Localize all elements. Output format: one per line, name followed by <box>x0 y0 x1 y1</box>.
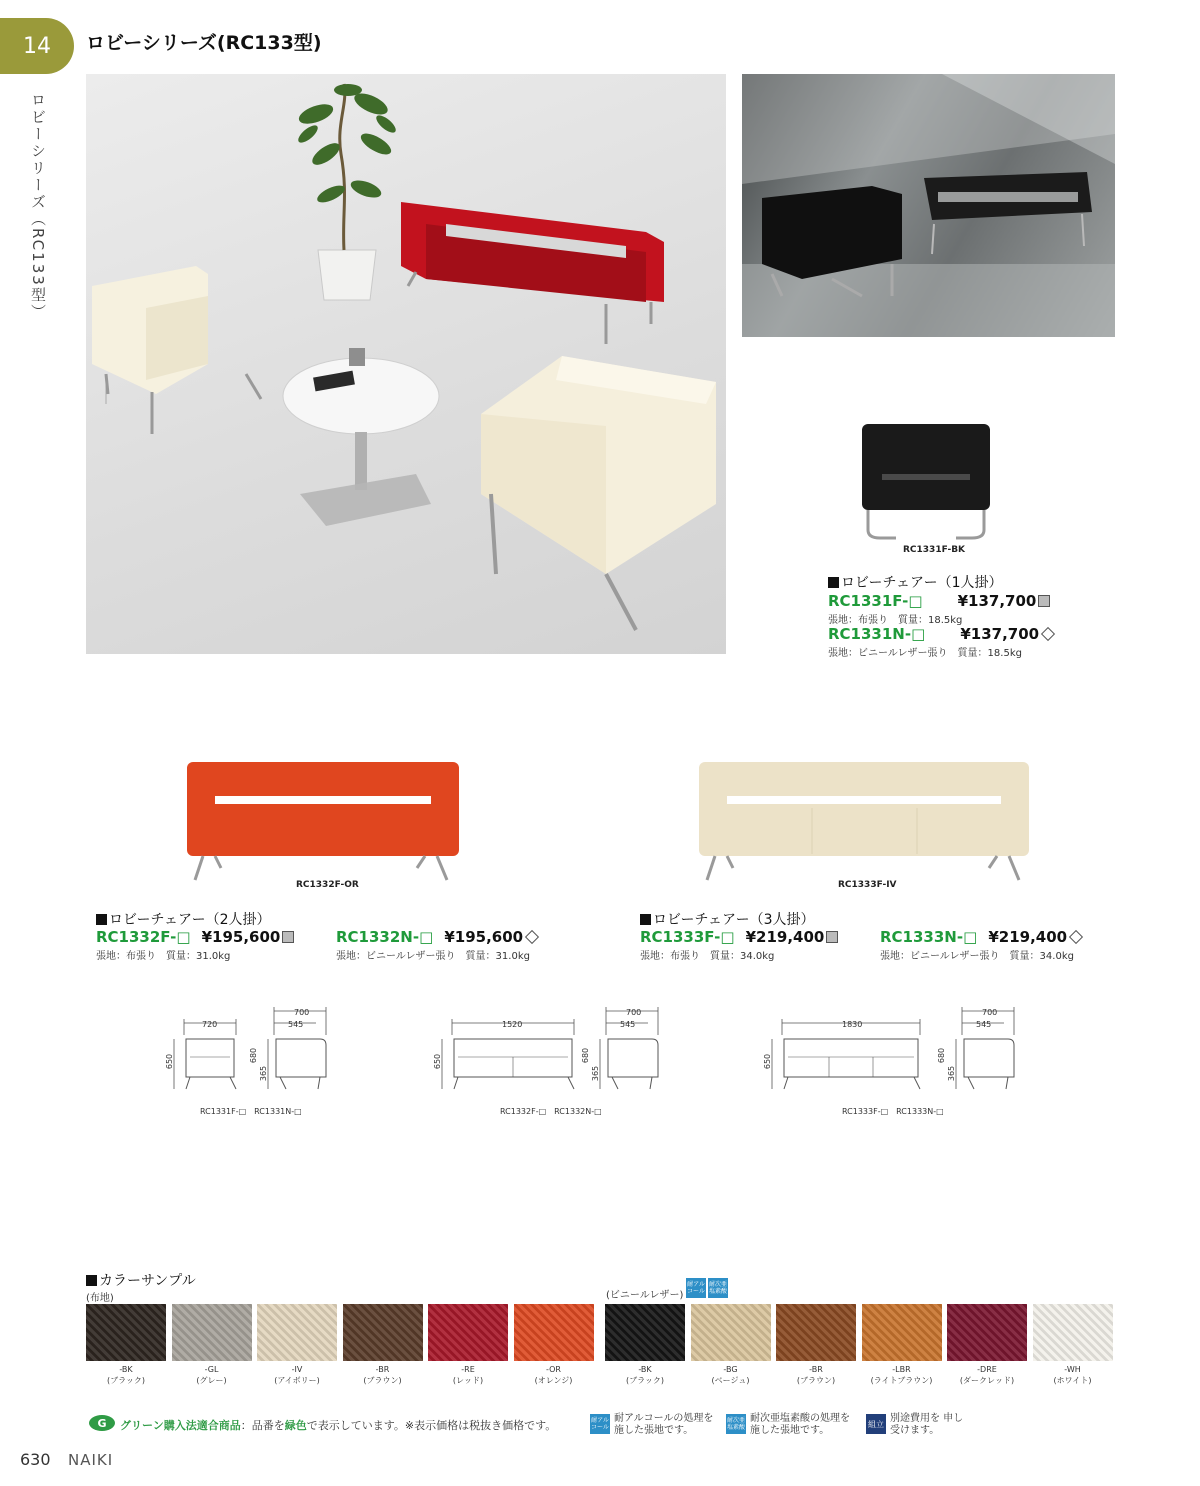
color-swatch <box>514 1304 594 1361</box>
color-swatch-label <box>428 1364 508 1386</box>
color-name: (ベージュ) <box>711 1376 750 1385</box>
single-chair-image <box>860 420 992 550</box>
color-code: -OR <box>546 1365 561 1374</box>
triple-sofa-fabric-spec: 張地：布張り 質量：34.0kg <box>640 951 775 962</box>
triple-sofa-title: ロビーチェアー（3人掛） <box>640 909 815 929</box>
vinyl-label: (ビニールレザー) <box>606 1290 684 1301</box>
color-swatch <box>172 1304 252 1361</box>
double-sofa-caption: RC1332F-OR <box>296 880 359 890</box>
color-swatch <box>776 1304 856 1361</box>
color-code: -RE <box>461 1365 475 1374</box>
dim-height: 650 <box>165 1053 175 1070</box>
color-name: (アイボリー) <box>274 1376 320 1385</box>
dim-width: 1520 <box>502 1020 523 1029</box>
color-swatch-label <box>514 1364 594 1386</box>
color-name: (レッド) <box>452 1376 484 1385</box>
alcohol-resistant-icon: 耐アル コール <box>686 1278 706 1298</box>
color-swatch-label <box>172 1364 252 1386</box>
color-samples-title: カラーサンプル <box>86 1270 196 1290</box>
green-purchase-logo-icon <box>88 1414 116 1432</box>
color-swatch <box>86 1304 166 1361</box>
dim-width: 1830 <box>842 1020 863 1029</box>
triple-sofa-image <box>697 758 1032 886</box>
single-chair-vinyl-line: RC1331N-□ ¥137,700 <box>828 624 1053 643</box>
color-swatch <box>428 1304 508 1361</box>
triple-sofa-fabric-line: RC1333F-□ ¥219,400 <box>640 927 838 946</box>
dim-height: 650 <box>433 1053 443 1070</box>
dim-seat-depth: 545 <box>620 1020 636 1029</box>
double-sofa-title: ロビーチェアー（2人掛） <box>96 909 271 929</box>
dim-seat: 365 <box>591 1065 601 1082</box>
dim-arm: 680 <box>937 1047 947 1064</box>
lobby-scene-photo <box>86 74 726 654</box>
color-name: (ホワイト) <box>1053 1376 1092 1385</box>
color-name: (ダークレッド) <box>959 1376 1015 1385</box>
triple-sofa-vinyl-line: RC1333N-□ ¥219,400 <box>880 927 1081 946</box>
color-swatch-label <box>343 1364 423 1386</box>
dim-depth: 700 <box>294 1008 310 1017</box>
color-code: -BK <box>119 1365 133 1374</box>
chlorine-resistant-icon: 耐次亜 塩素酸 <box>726 1414 746 1434</box>
color-name: (オレンジ) <box>534 1376 573 1385</box>
side-section-label: ロビーシリーズ（RC133型） <box>29 92 47 321</box>
single-chair-vinyl-spec: 張地：ビニールレザー張り 質量：18.5kg <box>828 648 1022 659</box>
dimension-diagram-triple <box>762 1005 1032 1125</box>
dim-arm: 680 <box>249 1047 259 1064</box>
double-sofa-fabric-spec: 張地：布張り 質量：31.0kg <box>96 951 231 962</box>
color-swatch-label <box>1033 1364 1113 1386</box>
color-code: -BR <box>809 1365 823 1374</box>
color-code: -BG <box>723 1365 738 1374</box>
single-chair-caption: RC1331F-BK <box>903 545 966 555</box>
color-code: -DRE <box>977 1365 997 1374</box>
dim-seat: 365 <box>259 1065 269 1082</box>
color-code: -BR <box>375 1365 390 1374</box>
single-chair-title: ロビーチェアー（1人掛） <box>828 572 1003 592</box>
single-chair-fabric-spec: 張地：布張り 質量：18.5kg <box>828 615 963 626</box>
assembly-icon: 組立 <box>866 1414 886 1434</box>
color-name: (ブラック) <box>625 1376 665 1385</box>
double-sofa-vinyl-spec: 張地：ビニールレザー張り 質量：31.0kg <box>336 951 530 962</box>
color-swatch <box>691 1304 771 1361</box>
dim-seat-depth: 545 <box>288 1020 304 1029</box>
color-code: -BK <box>638 1365 652 1374</box>
dim-caption: RC1332F-□ RC1332N-□ <box>500 1107 602 1116</box>
double-sofa-image <box>185 758 463 886</box>
color-swatch <box>947 1304 1027 1361</box>
color-code: -WH <box>1064 1365 1081 1374</box>
double-sofa-fabric-line: RC1332F-□ ¥195,600 <box>96 927 294 946</box>
dim-caption: RC1331F-□ RC1331N-□ <box>200 1107 302 1116</box>
alcohol-resistant-note: 耐アルコールの処理を 施した張地です。 <box>614 1413 714 1436</box>
color-name: (ライトブラウン) <box>870 1376 933 1385</box>
triple-sofa-vinyl-spec: 張地：ビニールレザー張り 質量：34.0kg <box>880 951 1074 962</box>
dimension-diagram-double <box>432 1005 672 1125</box>
color-name: (ブラウン) <box>796 1376 836 1385</box>
triple-sofa-caption: RC1333F-IV <box>838 880 897 890</box>
color-swatch-label <box>257 1364 337 1386</box>
dim-seat-depth: 545 <box>976 1020 992 1029</box>
assembly-note: 別途費用を 申し受けます。 <box>890 1413 964 1436</box>
dim-depth: 700 <box>982 1008 998 1017</box>
brand-name: NAIKI <box>68 1451 114 1469</box>
alcohol-resistant-icon: 耐アル コール <box>590 1414 610 1434</box>
fabric-label: (布地) <box>86 1293 114 1304</box>
color-swatch <box>257 1304 337 1361</box>
color-swatch-label <box>86 1364 166 1386</box>
dim-height: 650 <box>763 1053 773 1070</box>
color-swatch-label <box>605 1364 685 1386</box>
svg-text:G: G <box>97 1417 107 1430</box>
dim-width: 720 <box>202 1020 218 1029</box>
page-title: ロビーシリーズ(RC133型) <box>86 32 322 54</box>
double-sofa-vinyl-line: RC1332N-□ ¥195,600 <box>336 927 537 946</box>
dim-arm: 680 <box>581 1047 591 1064</box>
page-number: 630 <box>20 1450 51 1469</box>
dim-seat: 365 <box>947 1065 957 1082</box>
color-name: (ブラック) <box>106 1376 146 1385</box>
black-sofa-scene-photo <box>742 74 1115 337</box>
green-purchase-note: グリーン購入法適合商品：品番を緑色で表示しています。※表示価格は税抜き価格です。 <box>120 1419 557 1432</box>
color-swatch <box>1033 1304 1113 1361</box>
color-code: -LBR <box>892 1365 911 1374</box>
color-swatch-label <box>776 1364 856 1386</box>
color-name: (ブラウン) <box>363 1376 402 1385</box>
color-swatch-label <box>691 1364 771 1386</box>
chlorine-resistant-note: 耐次亜塩素酸の処理を 施した張地です。 <box>750 1413 850 1436</box>
color-code: -GL <box>204 1365 219 1374</box>
color-name: (グレー) <box>196 1376 227 1385</box>
chlorine-resistant-icon: 耐次亜 塩素酸 <box>708 1278 728 1298</box>
dimension-diagram-single <box>160 1005 360 1125</box>
color-swatch-label <box>947 1364 1027 1386</box>
dim-depth: 700 <box>626 1008 642 1017</box>
dim-caption: RC1333F-□ RC1333N-□ <box>842 1107 944 1116</box>
color-swatch <box>605 1304 685 1361</box>
page-tab: 14 <box>0 18 74 74</box>
single-chair-fabric-line: RC1331F-□ ¥137,700 <box>828 591 1050 610</box>
color-swatch <box>343 1304 423 1361</box>
color-code: -IV <box>291 1365 303 1374</box>
color-swatch-label <box>862 1364 942 1386</box>
color-swatch <box>862 1304 942 1361</box>
